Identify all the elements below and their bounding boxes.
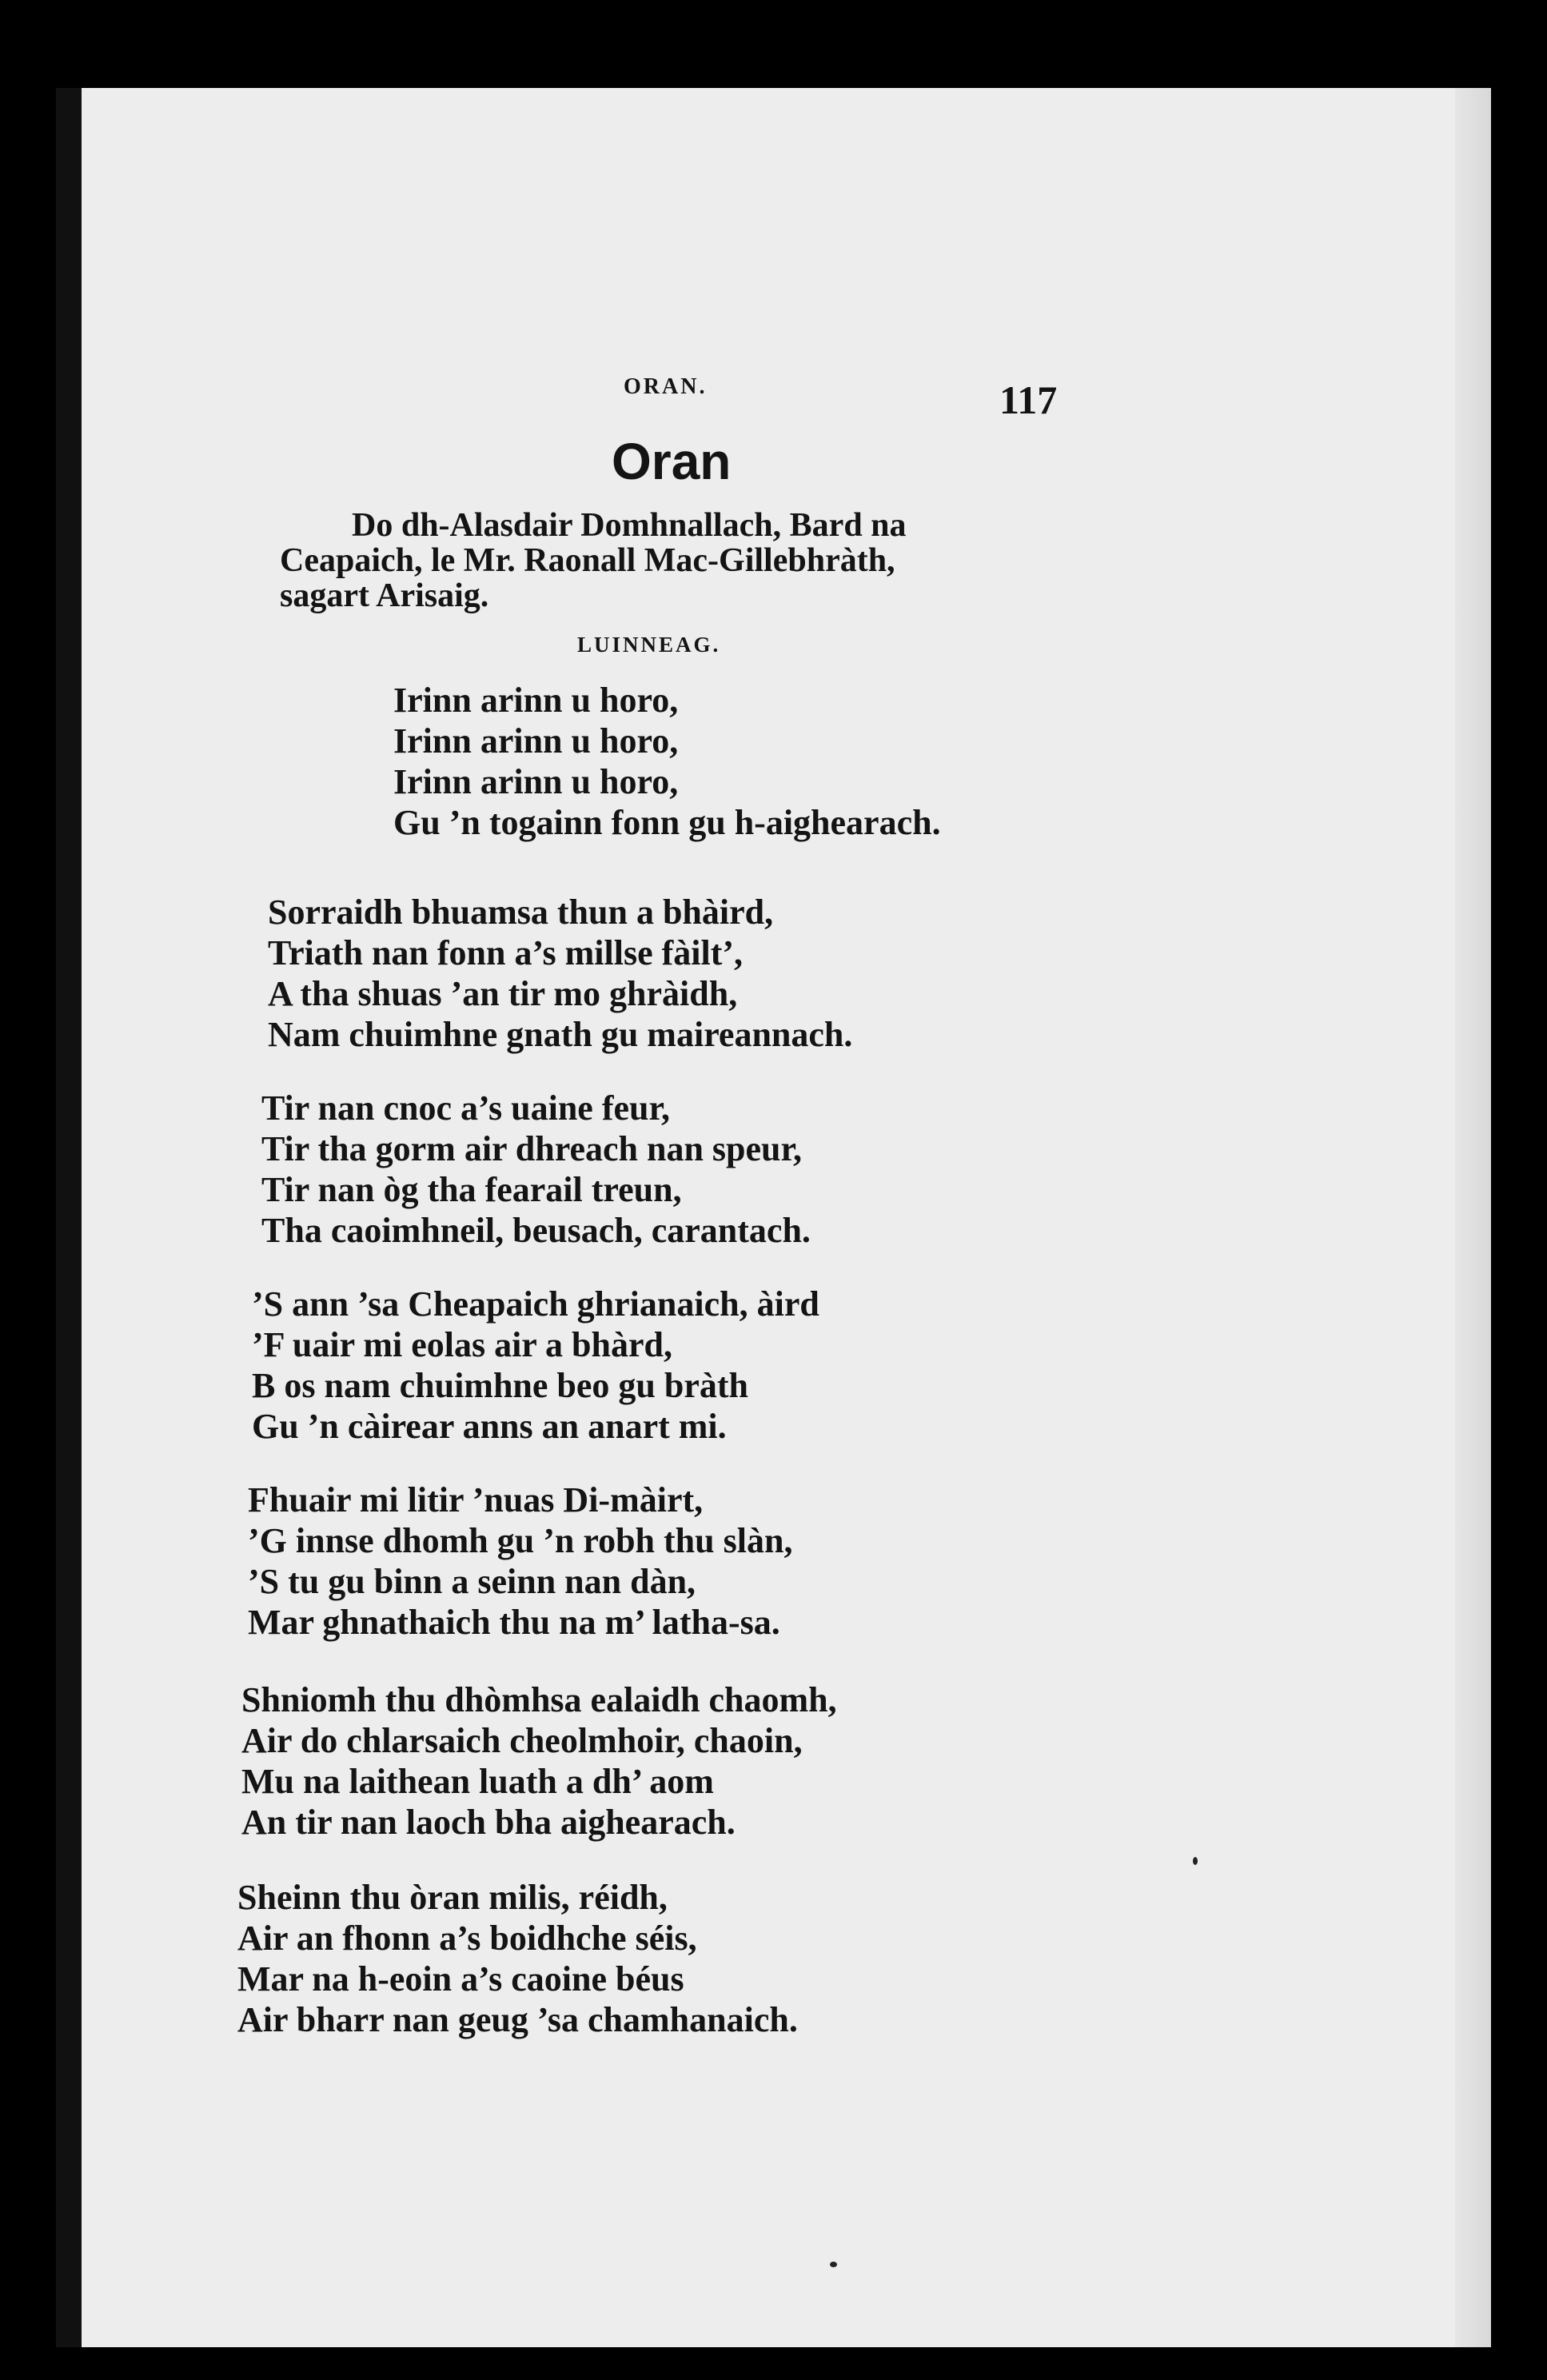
verse-line: An tir nan laoch bha aighearach. xyxy=(241,1803,736,1842)
verse-line: Fhuair mi litir ’nuas Di-màirt, xyxy=(248,1480,704,1519)
verse-line: Tir nan cnoc a’s uaine feur, xyxy=(261,1088,670,1128)
stanza xyxy=(248,1480,792,1643)
verse-line: A tha shuas ’an tir mo ghràidh, xyxy=(268,974,738,1013)
verse-line: Shniomh thu dhòmhsa ealaidh chaomh, xyxy=(241,1680,837,1719)
verse-line: ’S tu gu binn a seinn nan dàn, xyxy=(248,1562,696,1601)
ink-speck xyxy=(830,2262,837,2267)
verse-line: Tha caoimhneil, beusach, carantach. xyxy=(261,1211,811,1250)
dedication-line: Ceapaich, le Mr. Raonall Mac-Gillebhràth, xyxy=(280,542,895,579)
page-number: 117 xyxy=(999,377,1058,422)
binding-edge xyxy=(56,88,82,2347)
verse-line: Mar ghnathaich thu na m’ latha-sa. xyxy=(248,1603,780,1642)
verse-line: Sheinn thu òran milis, réidh, xyxy=(237,1878,668,1917)
dedication xyxy=(280,508,1063,613)
stanza xyxy=(268,892,852,1055)
stanza xyxy=(241,1679,837,1843)
poem-title: Oran xyxy=(612,433,732,490)
verse-line: Gu ’n togainn fonn gu h-aighearach. xyxy=(393,803,941,842)
verse-line: ’F uair mi eolas air a bhàrd, xyxy=(252,1325,672,1364)
verse-line: Irinn arinn u horo, xyxy=(393,681,679,720)
stanza xyxy=(237,1877,798,2040)
dedication-line: Do dh-Alasdair Domhnallach, Bard na xyxy=(352,507,907,544)
stanza xyxy=(261,1088,811,1251)
stanza xyxy=(252,1284,819,1447)
verse-line: Air bharr nan geug ’sa chamhanaich. xyxy=(237,2000,798,2039)
verse-line: Gu ’n càirear anns an anart mi. xyxy=(252,1407,727,1446)
verse-line: ’G innse dhomh gu ’n robh thu slàn, xyxy=(248,1521,793,1560)
verse-line: Sorraidh bhuamsa thun a bhàird, xyxy=(268,892,774,932)
verse-line: ’S ann ’sa Cheapaich ghrianaich, àird xyxy=(252,1284,819,1324)
verse-line: Mar na h-eoin a’s caoine béus xyxy=(237,1959,684,1999)
verse-line: Nam chuimhne gnath gu maireannach. xyxy=(268,1015,853,1054)
verse-line: Irinn arinn u horo, xyxy=(393,721,679,761)
verse-line: Irinn arinn u horo, xyxy=(393,762,679,801)
page-edge-shadow xyxy=(1455,88,1491,2347)
chorus-stanza xyxy=(393,680,941,843)
verse-line: Tir nan òg tha fearail treun, xyxy=(261,1170,682,1209)
dedication-line: sagart Arisaig. xyxy=(280,577,489,614)
verse-line: Air an fhonn a’s boidhche séis, xyxy=(237,1919,697,1958)
ink-speck xyxy=(1193,1857,1198,1865)
verse-line: Triath nan fonn a’s millse fàilt’, xyxy=(268,933,744,972)
verse-line: Mu na laithean luath a dh’ aom xyxy=(241,1762,714,1801)
running-head: ORAN. xyxy=(624,374,708,399)
verse-line: Tir tha gorm air dhreach nan speur, xyxy=(261,1129,803,1168)
chorus-label: LUINNEAG. xyxy=(577,633,721,657)
verse-line: Air do chlarsaich cheolmhoir, chaoin, xyxy=(241,1721,803,1760)
verse-line: B os nam chuimhne beo gu bràth xyxy=(252,1366,749,1405)
